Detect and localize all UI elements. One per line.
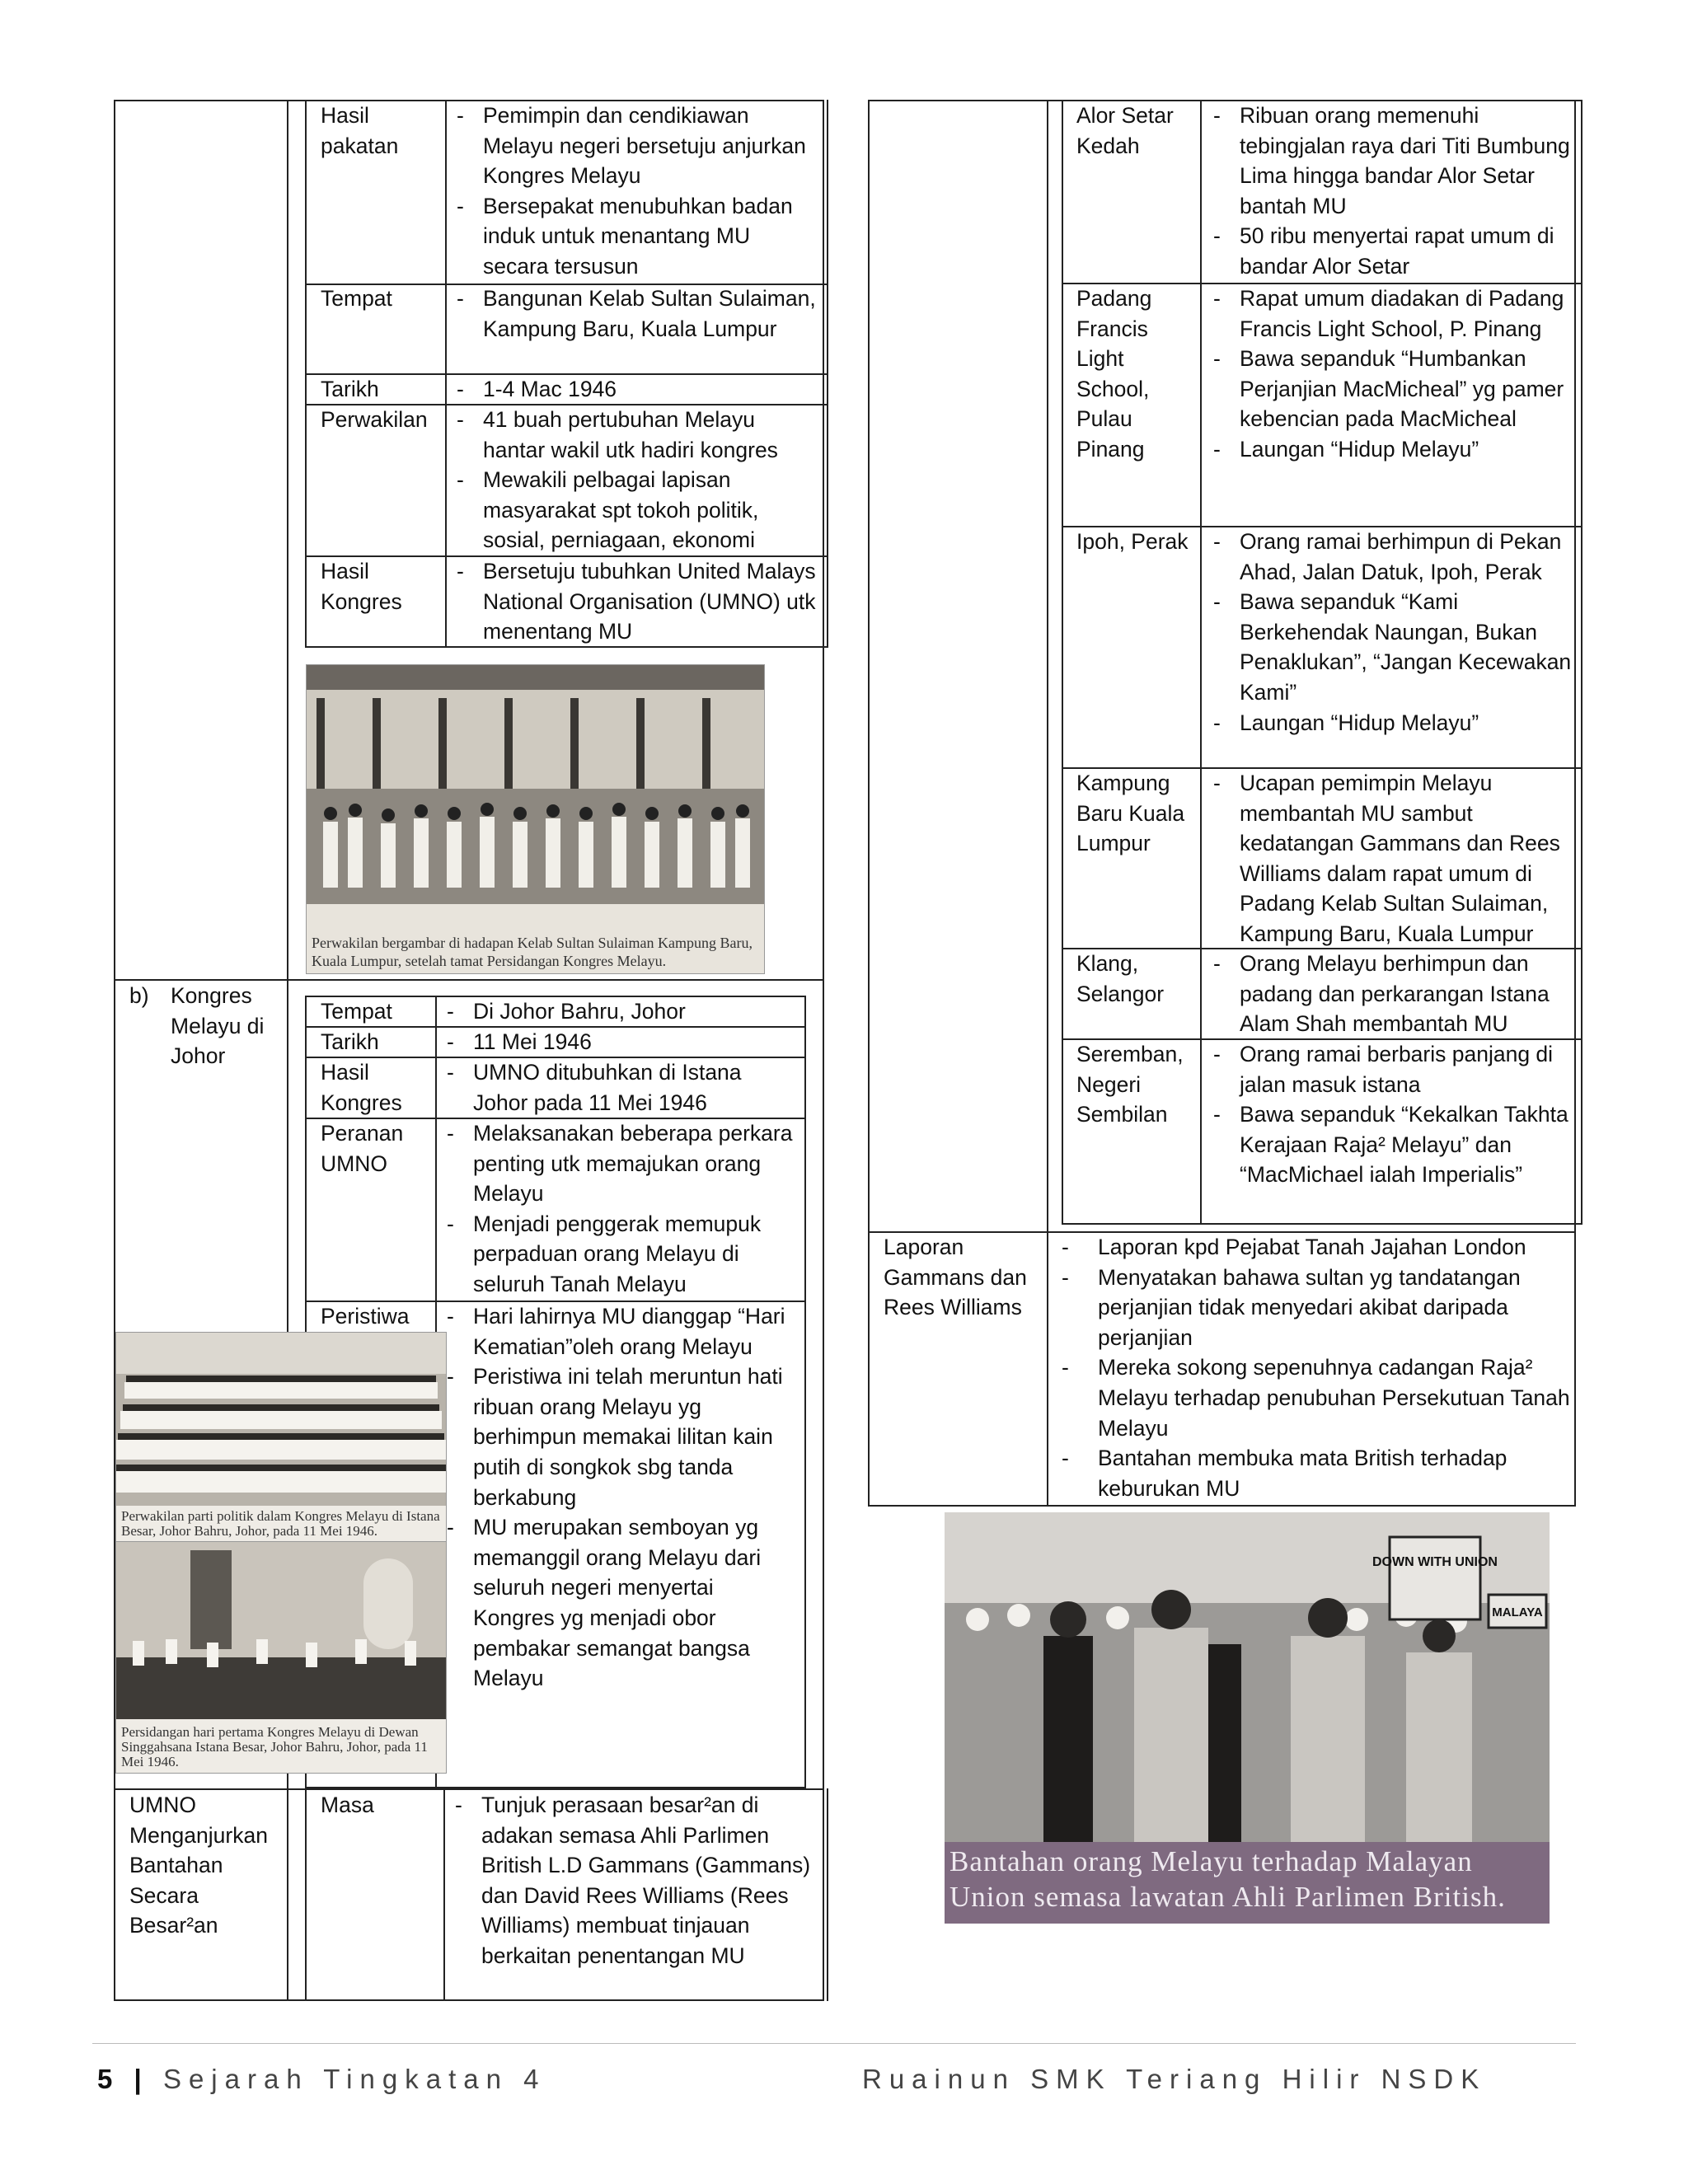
laporan-items xyxy=(1060,1232,1571,1503)
photo-caption: Persidangan hari pertama Kongres Melayu di Dewan Singgahsana Istana Besar, Johor Bahru, Johor, pada 11 Mei 1946. xyxy=(121,1724,428,1769)
footer-separator: | xyxy=(134,2064,142,2094)
list-item: - Ribuan orang memenuhi tebingjalan raya dari Titi Bumbung Lima hingga bandar Alor Setar bantah MU xyxy=(1212,101,1574,221)
section-b-marker: b) xyxy=(129,983,149,1008)
list-item: - 1-4 Mac 1946 xyxy=(455,374,818,405)
right-label-klang: Klang, Selangor xyxy=(1076,951,1165,1006)
right-items-klang xyxy=(1212,949,1574,1039)
list-item: - Bersepakat menubuhkan badan induk untuk menantang MU secara tersusun xyxy=(455,191,818,282)
johor-label-tempat: Tempat xyxy=(321,999,392,1024)
placard-malaya: MALAYA xyxy=(1492,1605,1543,1619)
right-items-kampung-baru xyxy=(1212,768,1574,949)
right-items-penang xyxy=(1212,284,1574,465)
list-item: - Laporan kpd Pejabat Tanah Jajahan London xyxy=(1060,1232,1571,1263)
right-items-ipoh xyxy=(1212,527,1574,738)
page-number: 5 xyxy=(97,2064,113,2094)
pakatan-label-hasil: Hasil pakatan xyxy=(321,103,399,158)
list-item: - Bantahan membuka mata British terhadap keburukan MU xyxy=(1060,1443,1571,1503)
list-item: - MU merupakan semboyan yg memanggil orang Melayu dari seluruh negeri menyertai Kongres yg menjadi obor pembakar semangat bangsa Melayu xyxy=(445,1512,799,1694)
list-item: - UMNO ditubuhkan di Istana Johor pada 11 Mei 1946 xyxy=(445,1057,799,1118)
protest-image xyxy=(945,1512,1550,1842)
umno-title: UMNO Menganjurkan Bantahan Secara Besar²an xyxy=(129,1793,268,1938)
pakatan-label-tempat: Tempat xyxy=(321,286,392,311)
list-item: - Menyatakan bahawa sultan yg tandatangan perjanjian tidak menyedari akibat daripada perjanjian xyxy=(1060,1263,1571,1353)
section-b-title: Kongres Melayu di Johor xyxy=(171,983,265,1069)
umno-items xyxy=(453,1790,816,1971)
placard-union: DOWN WITH UNION xyxy=(1372,1555,1498,1569)
list-item: - Menjadi penggerak memupuk perpaduan orang Melayu di seluruh Tanah Melayu xyxy=(445,1209,799,1300)
pakatan-items-tempat xyxy=(455,284,818,344)
hall-image xyxy=(116,1542,446,1719)
johor-label-tarikh: Tarikh xyxy=(321,1029,379,1054)
delegates-image xyxy=(116,1333,446,1506)
list-item: - Orang ramai berbaris panjang di jalan masuk istana xyxy=(1212,1039,1574,1099)
photo-caption: Perwakilan bergambar di hadapan Kelab Sultan Sulaiman Kampung Baru, Kuala Lumpur, setelah tamat Persidangan Kongres Melayu. xyxy=(312,935,753,969)
list-item: - Bawa sepanduk “Humbankan Perjanjian MacMicheal” yg pamer kebencian pada MacMicheal xyxy=(1212,344,1574,434)
list-item: - Bersetuju tubuhkan United Malays National Organisation (UMNO) utk menentang MU xyxy=(455,556,818,647)
johor-items-tarikh xyxy=(445,1027,799,1057)
photo-caption: Perwakilan parti politik dalam Kongres Melayu di Istana Besar, Johor Bahru, Johor, pada 11 Mei 1946. xyxy=(121,1508,440,1539)
list-item: - Bawa sepanduk “Kekalkan Takhta Kerajaan Raja² Melayu” dan “MacMichael ialah Imperialis” xyxy=(1212,1099,1574,1190)
list-item: - 41 buah pertubuhan Melayu hantar wakil utk hadiri kongres xyxy=(455,405,818,465)
footer-left xyxy=(97,2064,546,2095)
list-item: - Rapat umum diadakan di Padang Francis Light School, P. Pinang xyxy=(1212,284,1574,344)
right-label-alor-setar: Alor Setar Kedah xyxy=(1076,103,1174,158)
list-item: - Di Johor Bahru, Johor xyxy=(445,996,799,1027)
johor-items-tempat xyxy=(445,996,799,1027)
johor-label-peranan: Peranan UMNO xyxy=(321,1121,404,1176)
footer-right: Ruainun SMK Teriang Hilir NSDK xyxy=(862,2064,1487,2094)
group-photo-image xyxy=(307,665,764,904)
right-label-kampung-baru: Kampung Baru Kuala Lumpur xyxy=(1076,771,1185,856)
pakatan-label-tarikh: Tarikh xyxy=(321,377,379,401)
johor-items-peranan xyxy=(445,1118,799,1300)
footer-divider xyxy=(92,2043,1576,2044)
johor-label-peristiwa: Peristiwa xyxy=(321,1304,410,1329)
protest-photo xyxy=(945,1512,1550,1924)
kongres-johor-hall-photo xyxy=(115,1541,447,1774)
list-item: - Melaksanakan beberapa perkara penting utk memajukan orang Melayu xyxy=(445,1118,799,1209)
list-item: - Pemimpin dan cendikiawan Melayu negeri bersetuju anjurkan Kongres Melayu xyxy=(455,101,818,191)
list-item: - Mereka sokong sepenuhnya cadangan Raja² Melayu terhadap penubuhan Persekutuan Tanah Melayu xyxy=(1060,1352,1571,1443)
right-items-alor-setar xyxy=(1212,101,1574,282)
pakatan-items-tarikh xyxy=(455,374,818,405)
kongres-kl-photo xyxy=(306,664,765,974)
list-item: - Mewakili pelbagai lapisan masyarakat spt tokoh politik, sosial, perniagaan, ekonomi xyxy=(455,465,818,555)
list-item: - 50 ribu menyertai rapat umum di bandar Alor Setar xyxy=(1212,221,1574,281)
pakatan-items-perwakilan xyxy=(455,405,818,555)
list-item: - Hari lahirnya MU dianggap “Hari Kematian”oleh orang Melayu xyxy=(445,1301,799,1361)
list-item: - Laungan “Hidup Melayu” xyxy=(1212,708,1574,738)
umno-label-masa: Masa xyxy=(321,1793,374,1817)
list-item: - Tunjuk perasaan besar²an di adakan semasa Ahli Parlimen British L.D Gammans (Gammans) dan David Rees Williams (Rees Williams) membuat tinjauan berkaitan penentangan MU xyxy=(453,1790,816,1971)
pakatan-items-hasil-kongres xyxy=(455,556,818,647)
right-label-ipoh: Ipoh, Perak xyxy=(1076,529,1189,554)
johor-items-peristiwa xyxy=(445,1301,799,1694)
right-items-seremban xyxy=(1212,1039,1574,1190)
list-item: - Ucapan pemimpin Melayu membantah MU sambut kedatangan Gammans dan Rees Williams dalam rapat umum di Padang Kelab Sultan Sulaiman, Kampung Baru, Kuala Lumpur xyxy=(1212,768,1574,949)
johor-label-hasil: Hasil Kongres xyxy=(321,1060,402,1115)
pakatan-items-hasil xyxy=(455,101,818,282)
pakatan-label-perwakilan: Perwakilan xyxy=(321,407,428,432)
johor-items-hasil xyxy=(445,1057,799,1118)
right-label-seremban: Seremban, Negeri Sembilan xyxy=(1076,1042,1184,1127)
list-item: - Laungan “Hidup Melayu” xyxy=(1212,434,1574,465)
footer-subject: Sejarah Tingkatan 4 xyxy=(162,2064,546,2094)
list-item: - Bangunan Kelab Sultan Sulaiman, Kampung Baru, Kuala Lumpur xyxy=(455,284,818,344)
list-item: - Orang ramai berhimpun di Pekan Ahad, Jalan Datuk, Ipoh, Perak xyxy=(1212,527,1574,587)
list-item: - Peristiwa ini telah meruntun hati ribuan orang Melayu yg berhimpun memakai lilitan kain putih di songkok sbg tanda berkabung xyxy=(445,1361,799,1512)
right-label-penang: Padang Francis Light School, Pulau Pinang xyxy=(1076,286,1152,462)
kongres-johor-delegates-photo xyxy=(115,1332,447,1543)
pakatan-label-hasil-kongres: Hasil Kongres xyxy=(321,559,402,614)
list-item: - Orang Melayu berhimpun dan padang dan perkarangan Istana Alam Shah membantah MU xyxy=(1212,949,1574,1039)
list-item: - Bawa sepanduk “Kami Berkehendak Naungan, Bukan Penaklukan”, “Jangan Kecewakan Kami” xyxy=(1212,587,1574,707)
photo-caption: Bantahan orang Melayu terhadap Malayan Union semasa lawatan Ahli Parlimen British. xyxy=(950,1845,1506,1913)
list-item: - 11 Mei 1946 xyxy=(445,1027,799,1057)
laporan-label: Laporan Gammans dan Rees Williams xyxy=(884,1235,1027,1320)
